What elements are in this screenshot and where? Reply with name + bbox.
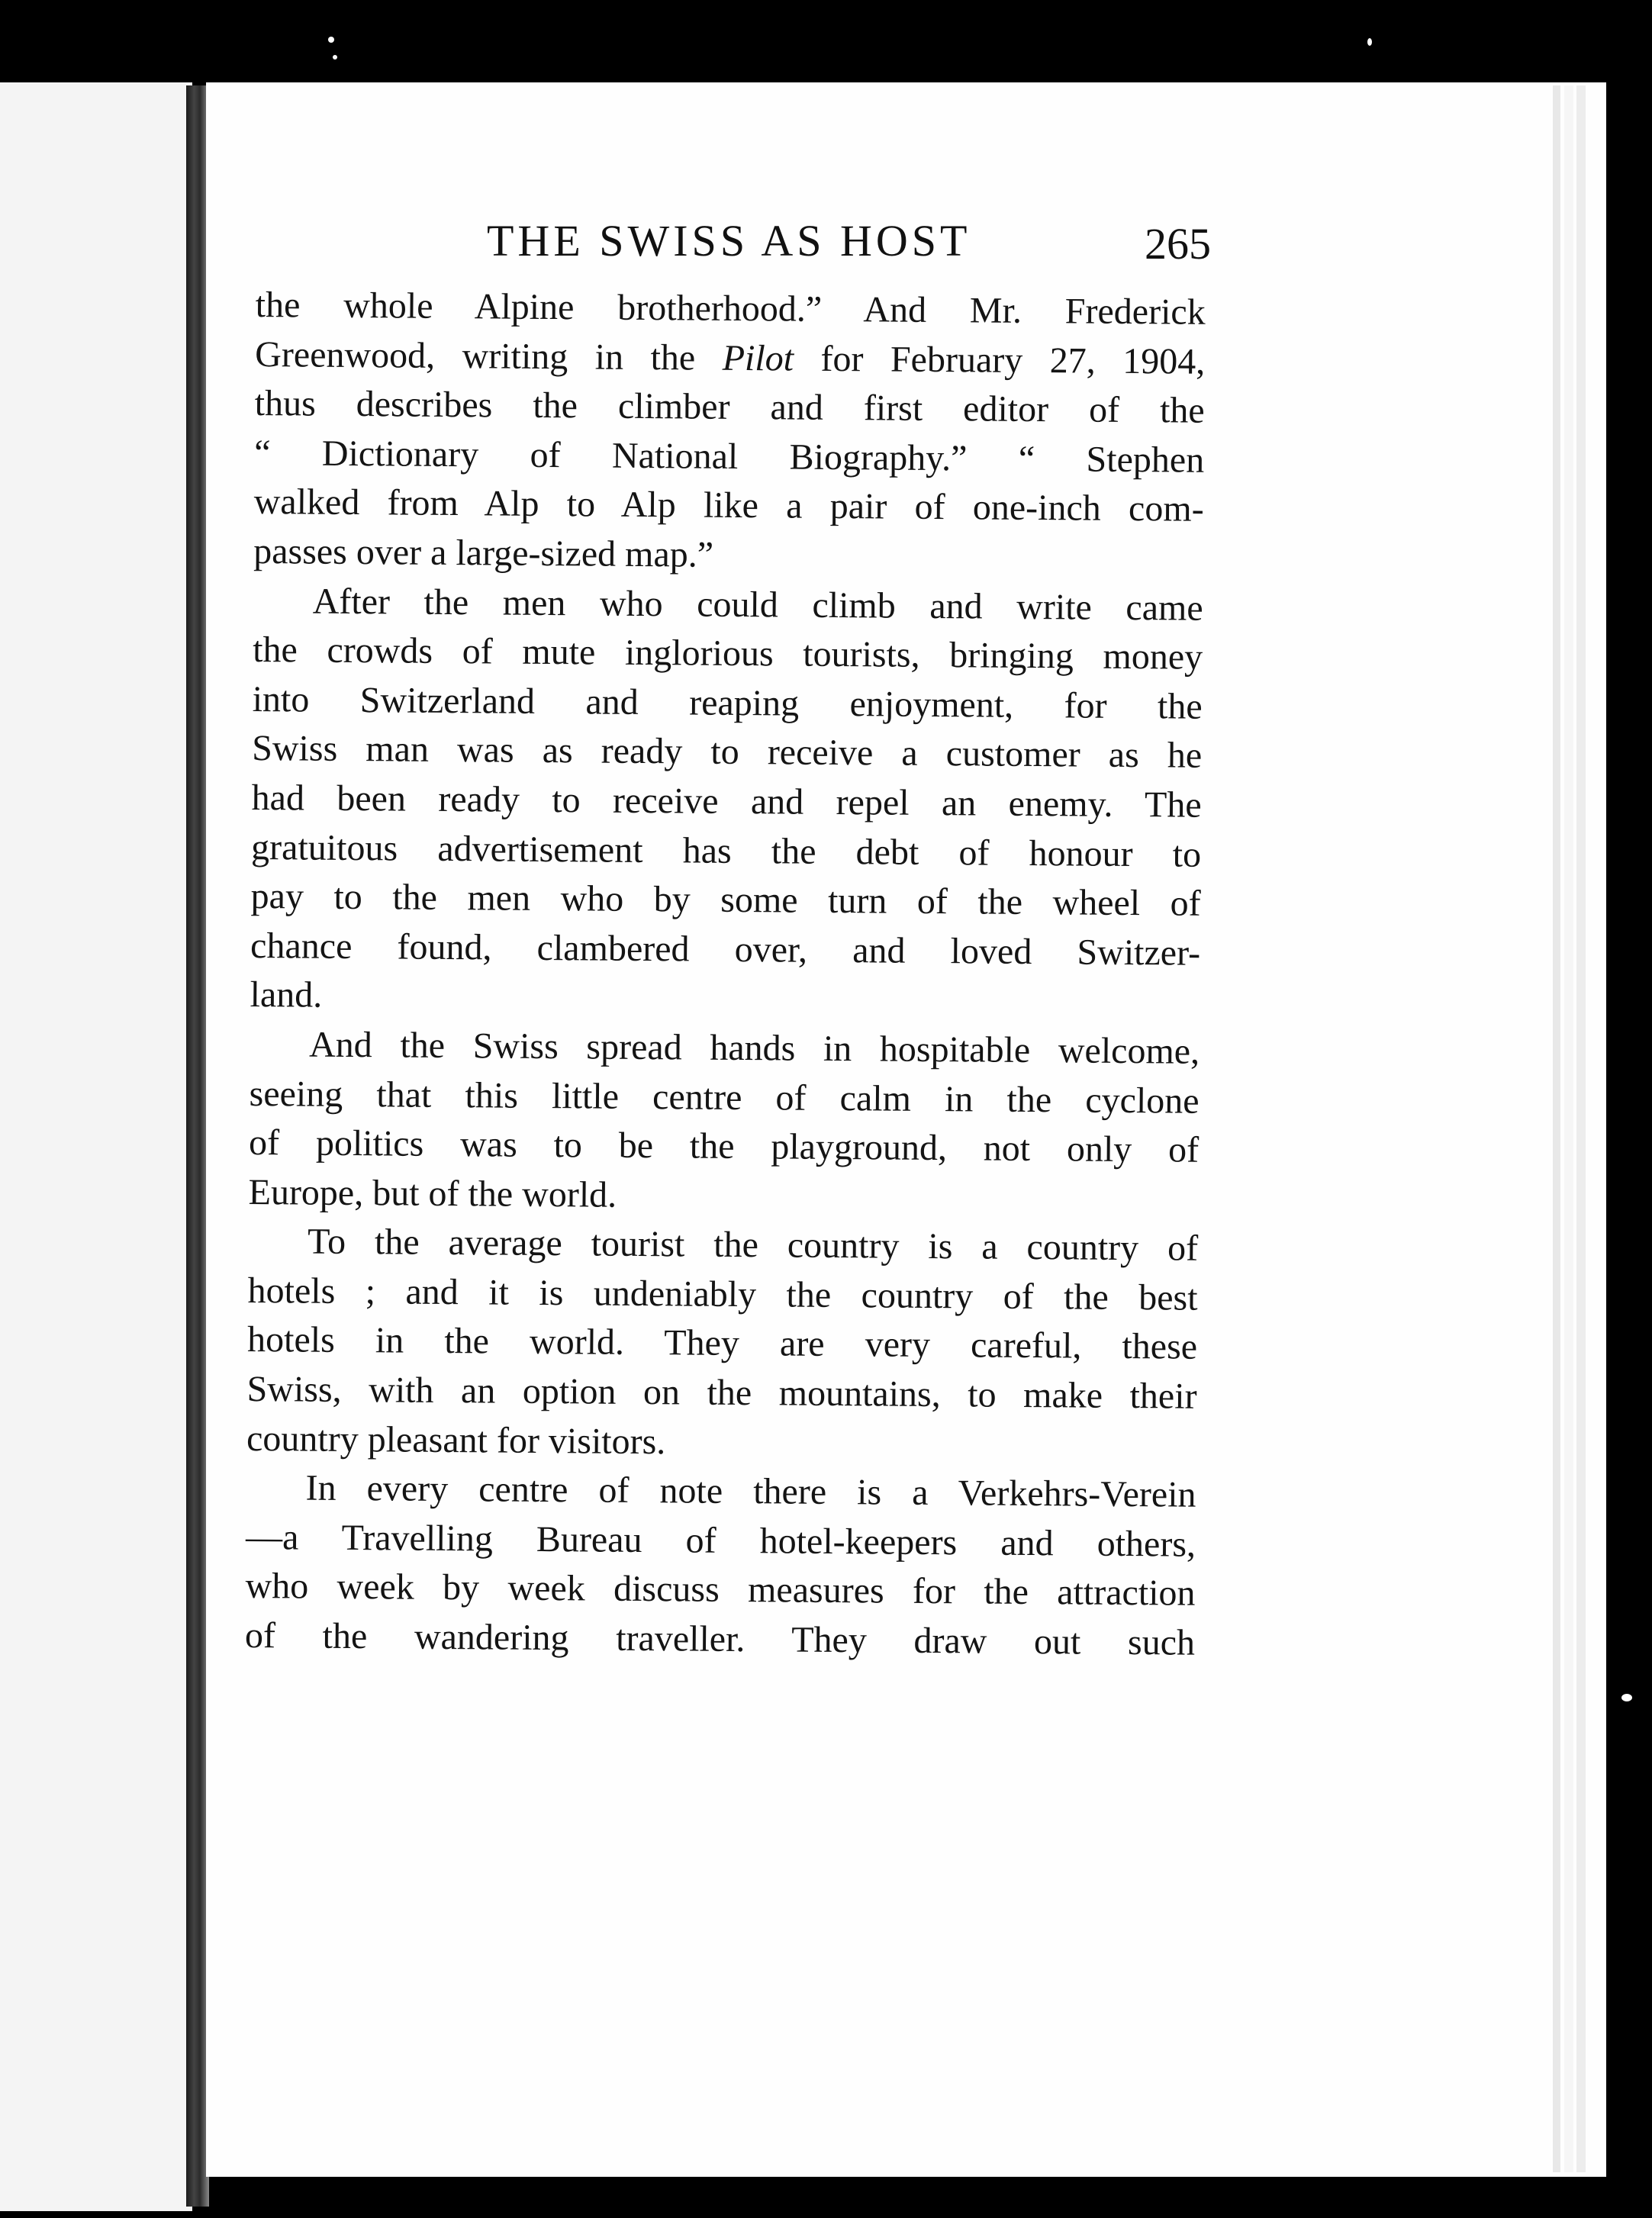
text-line: After the men who could climb and write came (312, 581, 1203, 629)
page-edge (1576, 85, 1586, 2172)
text-line: Swiss, with an option on the mountains, to make their (246, 1369, 1197, 1417)
text-line: “ Dictionary of National Biography.” “ Stephen (254, 432, 1205, 481)
text-line: hotels ; and it is undeniably the country of the best (247, 1270, 1198, 1318)
text-line: of politics was to be the playground, not only of (248, 1122, 1200, 1170)
text-line: walked from Alp to Alp like a pair of one-inch com- (253, 481, 1204, 530)
text-line: into Switzerland and reaping enjoyment, for the (252, 678, 1203, 727)
running-title: THE SWISS AS HOST (487, 216, 971, 266)
text-line: seeing that this little centre of calm in the cyclone (249, 1073, 1200, 1122)
scan-speck (328, 37, 334, 43)
text-line: pay to the men who by some turn of the wheel of (250, 876, 1201, 924)
page-header (259, 208, 1213, 269)
text-line: the whole Alpine brotherhood.” And Mr. Frederick (255, 284, 1206, 333)
body-text (245, 281, 1206, 1668)
text-line: To the average tourist the country is a country of (307, 1221, 1199, 1270)
text-line: chance found, clambered over, and loved Switzer- (250, 925, 1201, 974)
text-line: gratuitous advertisement has the debt of honour to (250, 826, 1202, 875)
text-line: hotels in the world. They are very careful, these (246, 1319, 1198, 1368)
text-line: who week by week discuss measures for the attraction (245, 1566, 1196, 1614)
text-line: Greenwood, writing in the Pilot for February 27, 1904, (255, 333, 1206, 382)
text-line: Europe, but of the world. (248, 1171, 617, 1215)
text-line: of the wandering traveller. They draw out such (244, 1614, 1196, 1663)
text-line: the crowds of mute inglorious tourists, bringing money (252, 629, 1203, 678)
page-number: 265 (1145, 219, 1211, 269)
text-line: Swiss man was as ready to receive a customer as he (251, 728, 1203, 777)
page-edge (1553, 85, 1560, 2172)
scan-speck (1367, 38, 1372, 46)
text-line: country pleasant for visitors. (246, 1418, 666, 1462)
text-line: —a Travelling Bureau of hotel-keepers and others, (245, 1516, 1196, 1565)
text-line: land. (250, 974, 323, 1016)
text-line: had been ready to receive and repel an enemy. The (251, 777, 1202, 826)
text-line: passes over a large-sized map.” (253, 530, 714, 575)
adjacent-page-edge (0, 82, 192, 2211)
scan-speck (1621, 1694, 1632, 1701)
scan-speck (333, 55, 337, 60)
text-line: In every centre of note there is a Verkehrs-Verein (305, 1467, 1196, 1515)
italic-title: Pilot (722, 337, 794, 379)
page-edge (1564, 85, 1573, 2172)
text-line: thus describes the climber and first editor of the (254, 383, 1205, 431)
text-line: And the Swiss spread hands in hospitable welcome, (308, 1024, 1200, 1072)
